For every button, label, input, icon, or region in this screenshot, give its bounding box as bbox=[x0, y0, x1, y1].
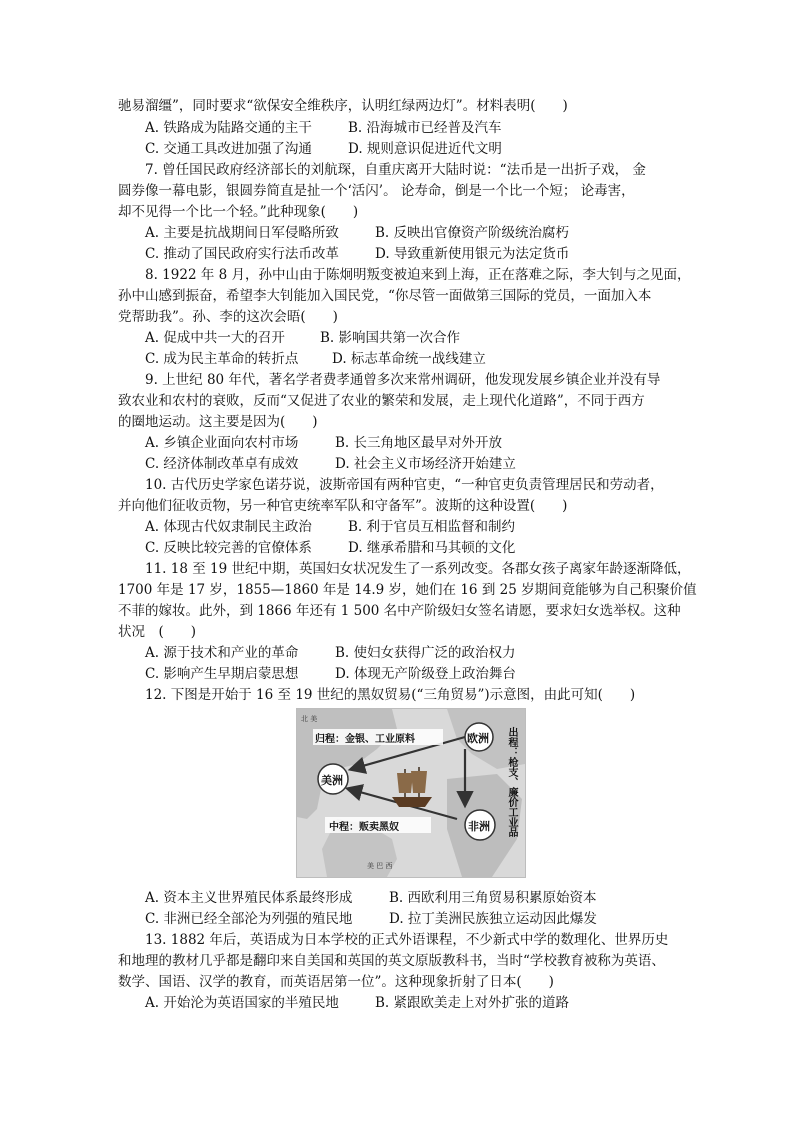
corner-label: 北 美 bbox=[301, 715, 318, 723]
q9-line-1: 9. 上世纪 80 年代，著名学者费孝通曾多次来常州调研，他发现发展乡镇企业并没有导 bbox=[145, 372, 661, 388]
q8-line-3: 党帮助我”。孙、李的这次会晤( ) bbox=[118, 309, 338, 325]
q9-option-c: C. 经济体制改革卓有成效 bbox=[145, 456, 299, 472]
return-route-label: 归程：金银、工业原料 bbox=[315, 734, 415, 745]
q11-option-c: C. 影响产生早期启蒙思想 bbox=[145, 666, 299, 682]
q7-line-1: 7. 曾任国民政府经济部长的刘航琛，自重庆离开大陆时说：“法币是一出折子戏， 金 bbox=[145, 162, 646, 178]
q11-option-a: A. 源于技术和产业的革命 bbox=[145, 645, 299, 661]
q10-option-d: D. 继承希腊和马其顿的文化 bbox=[348, 540, 516, 556]
q11-line-2: 1700 年是 17 岁，1855—1860 年是 14.9 岁，她们在 16 到 25 岁期间竟能够为自己积聚价值 bbox=[118, 582, 697, 598]
q11-line-3: 不菲的嫁妆。此外，到 1866 年还有 1 500 名中产阶级妇女签名请愿，要求妇女选举权。这种 bbox=[118, 603, 681, 619]
q6-option-d: D. 规则意识促进近代文明 bbox=[348, 141, 502, 157]
bottom-label: 美 巴 西 bbox=[367, 862, 393, 870]
q8-option-c: C. 成为民主革命的转折点 bbox=[145, 351, 299, 367]
q10-line-2: 并向他们征收贡物，另一种官吏统率军队和守备军”。波斯的这种设置( ) bbox=[118, 498, 568, 514]
q13-line-3: 数学、国语、汉学的教育，而英语居第一位”。这种现象折射了日本( ) bbox=[118, 974, 554, 990]
q6-continuation: 驰易溜缰”，同时要求“欲保安全维秩序，认明红绿两边灯”。材料表明( ) bbox=[118, 98, 568, 114]
q9-line-2: 致农业和农村的衰败，反而“又促进了农业的繁荣和发展，走上现代化道路”，不同于西方 bbox=[118, 393, 645, 409]
q9-option-b: B. 长三角地区最早对外开放 bbox=[335, 435, 503, 451]
q11-option-b: B. 使妇女获得广泛的政治权力 bbox=[335, 645, 516, 661]
q12-option-d: D. 拉丁美洲民族独立运动因此爆发 bbox=[389, 911, 597, 927]
q11-option-d: D. 体现无产阶级登上政治舞台 bbox=[335, 666, 516, 682]
q9-line-3: 的圈地运动。这主要是因为( ) bbox=[118, 414, 318, 430]
q13-option-b: B. 紧跟欧美走上对外扩张的道路 bbox=[375, 995, 570, 1011]
middle-route-label: 中程：贩卖黑奴 bbox=[329, 822, 399, 833]
q8-option-d: D. 标志革命统一战线建立 bbox=[332, 351, 486, 367]
q10-option-a: A. 体现古代奴隶制民主政治 bbox=[145, 519, 312, 535]
q7-option-b: B. 反映出官僚资产阶级统治腐朽 bbox=[375, 225, 570, 241]
q12-option-a: A. 资本主义世界殖民体系最终形成 bbox=[145, 890, 353, 906]
q6-option-b: B. 沿海城市已经普及汽车 bbox=[348, 120, 502, 136]
q7-option-c: C. 推动了国民政府实行法币改革 bbox=[145, 246, 339, 262]
q13-option-a: A. 开始沦为英语国家的半殖民地 bbox=[145, 995, 339, 1011]
q12-option-b: B. 西欧利用三角贸易积累原始资本 bbox=[389, 890, 597, 906]
q7-line-2: 圆券像一幕电影，银圆券简直是扯一个‘活闪’。 论寿命，倒是一个比一个短； 论毒害， bbox=[118, 183, 635, 199]
q7-line-3: 却不见得一个比一个轻。”此种现象( ) bbox=[118, 204, 359, 220]
q10-option-c: C. 反映比较完善的官僚体系 bbox=[145, 540, 312, 556]
q9-option-d: D. 社会主义市场经济开始建立 bbox=[335, 456, 516, 472]
q13-line-1: 13. 1882 年后，英语成为日本学校的正式外语课程，不少新式中学的数理化、世界历史 bbox=[145, 932, 669, 948]
europe-label: 欧洲 bbox=[467, 732, 489, 745]
q8-option-b: B. 影响国共第一次合作 bbox=[320, 330, 461, 346]
q8-line-2: 孙中山感到振奋，希望李大钊能加入国民党，“你尽管一面做第三国际的党员，一面加入本 bbox=[118, 288, 652, 304]
q7-option-a: A. 主要是抗战期间日军侵略所致 bbox=[145, 225, 339, 241]
outbound-route-label: 出程：枪支、廉价工业品 bbox=[506, 727, 517, 837]
q12-line-1: 12. 下图是开始于 16 至 19 世纪的黑奴贸易(“三角贸易”)示意图，由此可知( ) bbox=[145, 687, 636, 703]
q9-option-a: A. 乡镇企业面向农村市场 bbox=[145, 435, 299, 451]
q8-line-1: 8. 1922 年 8 月，孙中山由于陈炯明叛变被迫来到上海，正在落难之际，李大钊与之见面， bbox=[145, 267, 691, 283]
q10-option-b: B. 利于官员互相监督和制约 bbox=[348, 519, 516, 535]
q13-line-2: 和地理的教材几乎都是翻印来自美国和英国的英文原版教科书，当时“学校教育被称为英语、 bbox=[118, 953, 665, 969]
q12-option-c: C. 非洲已经全部沦为列强的殖民地 bbox=[145, 911, 353, 927]
q8-option-a: A. 促成中共一大的召开 bbox=[145, 330, 285, 346]
triangle-trade-map bbox=[296, 708, 526, 878]
q6-option-c: C. 交通工具改进加强了沟通 bbox=[145, 141, 312, 157]
ship-icon bbox=[392, 767, 432, 807]
q11-line-1: 11. 18 至 19 世纪中期，英国妇女状况发生了一系列改变。各郡女孩子离家年龄逐渐降低， bbox=[145, 561, 691, 577]
north-america-land bbox=[297, 709, 397, 819]
q11-line-4: 状况 ( ) bbox=[118, 624, 197, 640]
q7-option-d: D. 导致重新使用银元为法定货币 bbox=[375, 246, 570, 262]
africa-label: 非洲 bbox=[468, 820, 490, 833]
q10-line-1: 10. 古代历史学家色诺芬说，波斯帝国有两种官吏，“一种官吏负责管理居民和劳动者， bbox=[145, 477, 664, 493]
q6-option-a: A. 铁路成为陆路交通的主干 bbox=[145, 120, 312, 136]
america-label: 美洲 bbox=[321, 774, 343, 787]
